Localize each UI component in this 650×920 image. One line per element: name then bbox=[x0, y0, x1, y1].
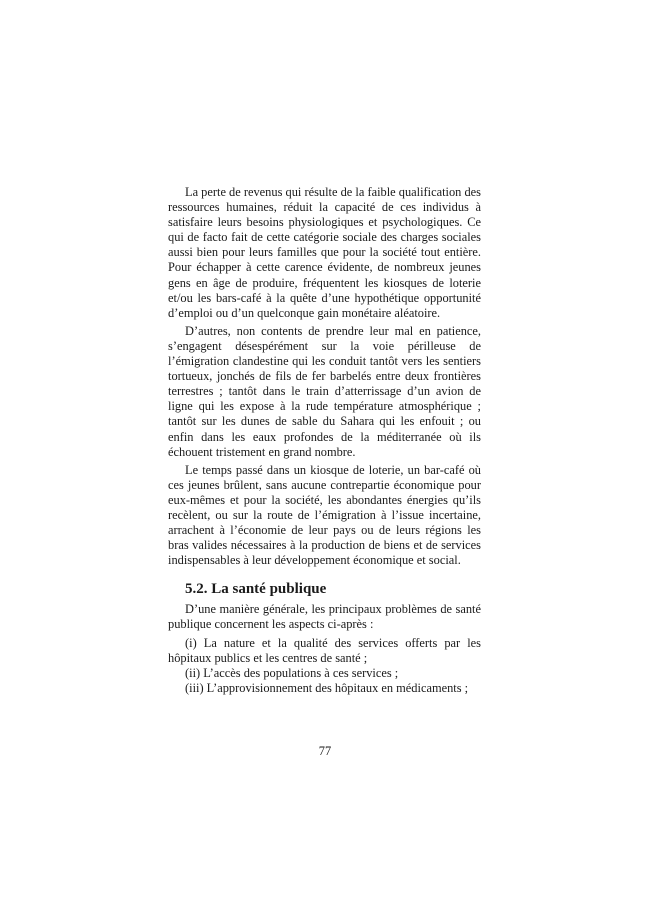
list-item: (i) La nature et la qualité des services offerts par les hôpitaux publics et les centres de santé ; bbox=[168, 635, 481, 665]
section-heading: 5.2. La santé publique bbox=[185, 581, 327, 598]
page-text-block bbox=[168, 185, 481, 696]
paragraph-emigration: D’autres, non contents de prendre leur mal en patience, s’engagent désespérément sur la voie périlleuse de l’émigration clandestine qui les conduit tantôt vers les sentiers tortueux, jonchés de fils de fer barbelés entre deux frontières terrestres ; tantôt dans le train d’atterrissage d’un avion de ligne qui les expose à la rude température atmosphérique ; tantôt sur les dunes de sable du Sahara qui les enfouit ; ou enfin dans les eaux profondes de la méditerranée où ils échouent tristement en grand nombre. bbox=[168, 323, 481, 459]
page-number: 77 bbox=[318, 744, 332, 758]
paragraph-revenue-loss: La perte de revenus qui résulte de la faible qualification des ressources humaines, réduit la capacité de ces individus à satisfaire leurs besoins physiologiques et psychologiques. Ce qui de facto fait de cette catégorie sociale des charges sociales aussi bien pour leurs familles que pour la société tout entière. Pour échapper à cette carence évidente, de nombreux jeunes gens en âge de produire, fréquentent les kiosques de loterie et/ou les bars-café à la quête d’une hypothétique opportunité d’emploi ou d’un quelconque gain monétaire aléatoire. bbox=[168, 185, 481, 320]
list-item: (ii) L’accès des populations à ces services ; bbox=[185, 665, 399, 680]
list-item: (iii) L’approvisionnement des hôpitaux en médicaments ; bbox=[185, 680, 469, 695]
paragraph-section-intro: D’une manière générale, les principaux problèmes de santé publique concernent les aspects ci-après : bbox=[168, 602, 481, 632]
paragraph-time-wasted: Le temps passé dans un kiosque de loterie, un bar-café où ces jeunes brûlent, sans aucune contrepartie économique pour eux-mêmes et pour la société, les abondantes énergies qu’ils recèlent, ou sur la route de l’émigration à l’issue incertaine, arrachent à l’économie de leur pays ou de leurs régions les bras valides nécessaires à la production de biens et de services indispensables à leur développement économique et social. bbox=[168, 462, 481, 568]
